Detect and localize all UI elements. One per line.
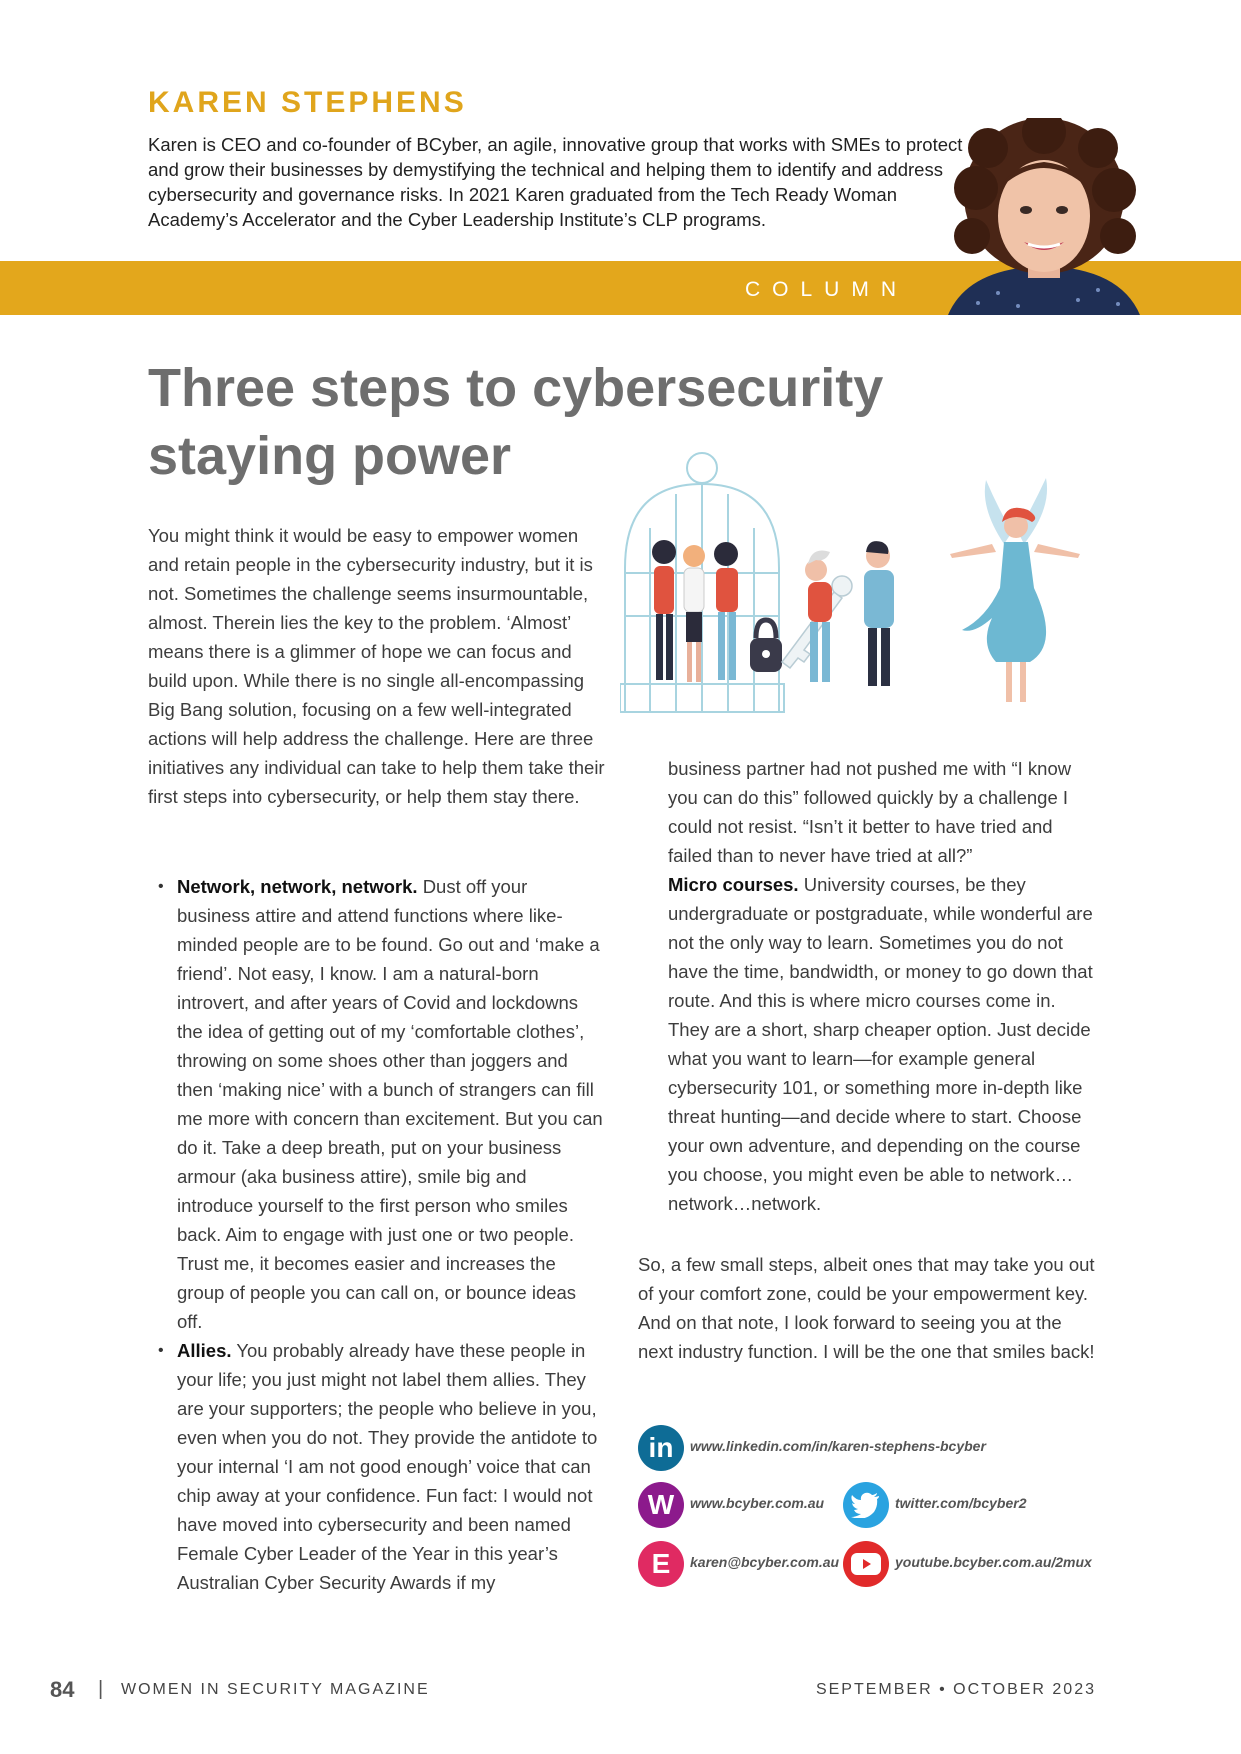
- author-name: KAREN STEPHENS: [148, 86, 467, 119]
- article-conclusion: So, a few small steps, albeit ones that may take you out of your comfort zone, could be your empowerment key. And on that note, I look forward to seeing you at the next industry function. I will be the one that smiles back!: [638, 1254, 1095, 1362]
- youtube-url[interactable]: youtube.bcyber.com.au/2mux: [895, 1554, 1092, 1570]
- article-illustration: [620, 448, 1140, 716]
- magazine-name: WOMEN IN SECURITY MAGAZINE: [121, 1681, 430, 1698]
- section-label: COLUMN: [745, 278, 909, 301]
- right-column: [668, 754, 1100, 1218]
- email-icon: E: [638, 1541, 684, 1587]
- twitter-url[interactable]: twitter.com/bcyber2: [895, 1495, 1027, 1511]
- list-item: [148, 872, 603, 1336]
- steps-list: [148, 872, 603, 1597]
- author-portrait: [928, 118, 1160, 315]
- author-bio: Karen is CEO and co-founder of BCyber, an agile, innovative group that works with SMEs to protect and grow their businesses by demystifying the technical and helping them to identify and address cybersecurity and governance risks. In 2021 Karen graduated from the Tech Ready Woman Academy’s Accelerator and the Cyber Leadership Institute’s CLP programs.: [148, 134, 963, 230]
- youtube-play-icon: [843, 1541, 889, 1587]
- step-heading: Network, network, network.: [177, 876, 418, 897]
- micro-courses-step: [668, 870, 1100, 1218]
- step-heading: Micro courses.: [668, 874, 799, 895]
- article-intro: You might think it would be easy to empower women and retain people in the cybersecurity industry, but it is not. Sometimes the challenge seems insurmountable, almost. Therein lies the key to the problem. ‘Almost’ means there is a glimmer of hope we can focus and build upon. While there is no single all-encompassing Big Bang solution, focusing on a few well-integrated actions will help address the challenge. Here are three initiatives any individual can take to help them take their first steps into cybersecurity, or help them stay there.: [148, 525, 605, 807]
- list-item: [148, 1336, 603, 1597]
- linkedin-icon: in: [638, 1425, 684, 1471]
- website-icon: W: [638, 1482, 684, 1528]
- step-heading: Allies.: [177, 1340, 232, 1361]
- email-address[interactable]: karen@bcyber.com.au: [690, 1554, 840, 1570]
- page-number: 84: [50, 1677, 75, 1702]
- twitter-bird-icon: [843, 1482, 889, 1528]
- step-text: You probably already have these people in your life; you just might not label them allies. They are your supporters; the people who believe in you, even when you do not. They provide the antidote to your internal ‘I am not good enough’ voice that can chip away at your confidence. Fun fact: I would not have moved into cybersecurity and been named Female Cyber Leader of the Year in this year’s Australian Cyber Security Awards if my: [177, 1340, 598, 1593]
- linkedin-url[interactable]: www.linkedin.com/in/karen-stephens-bcyber: [690, 1438, 986, 1454]
- website-url[interactable]: www.bcyber.com.au: [690, 1495, 825, 1511]
- issue-date: SEPTEMBER • OCTOBER 2023: [815, 1681, 1096, 1698]
- step-text: University courses, be they undergraduate or postgraduate, while wonderful are not the only way to learn. Sometimes you do not have the time, bandwidth, or money to go down that route. And this is where micro courses come in. They are a short, sharp cheaper option. Just decide what you want to learn—for example general cybersecurity 101, or something more in-depth like threat hunting—and decide where to start. Choose your own adventure, and depending on the course you choose, you might even be able to network…network…network.: [668, 874, 1093, 1214]
- footer-separator: |: [98, 1678, 104, 1700]
- allies-continued: business partner had not pushed me with “I know you can do this” followed quickly by a challenge I could not resist. “Isn’t it better to have tried and failed than to never have tried at all?”: [668, 758, 1072, 866]
- step-text: Dust off your business attire and attend functions where like-minded people are to be found. Go out and ‘make a friend’. Not easy, I know. I am a natural-born introvert, and after years of Covid and lockdowns the idea of getting out of my ‘comfortable clothes’, throwing on some shoes other than joggers and then ‘making nice’ with a bunch of strangers can fill me more with concern than excitement. But you can do it. Take a deep breath, put on your business armour (aka business attire), smile big and introduce yourself to the first person who smiles back. Aim to engage with just one or two people. Trust me, it becomes easier and increases the group of people you can call on, or bounce ideas off.: [177, 876, 603, 1332]
- article-title: Three steps to cybersecurity staying power: [148, 358, 884, 486]
